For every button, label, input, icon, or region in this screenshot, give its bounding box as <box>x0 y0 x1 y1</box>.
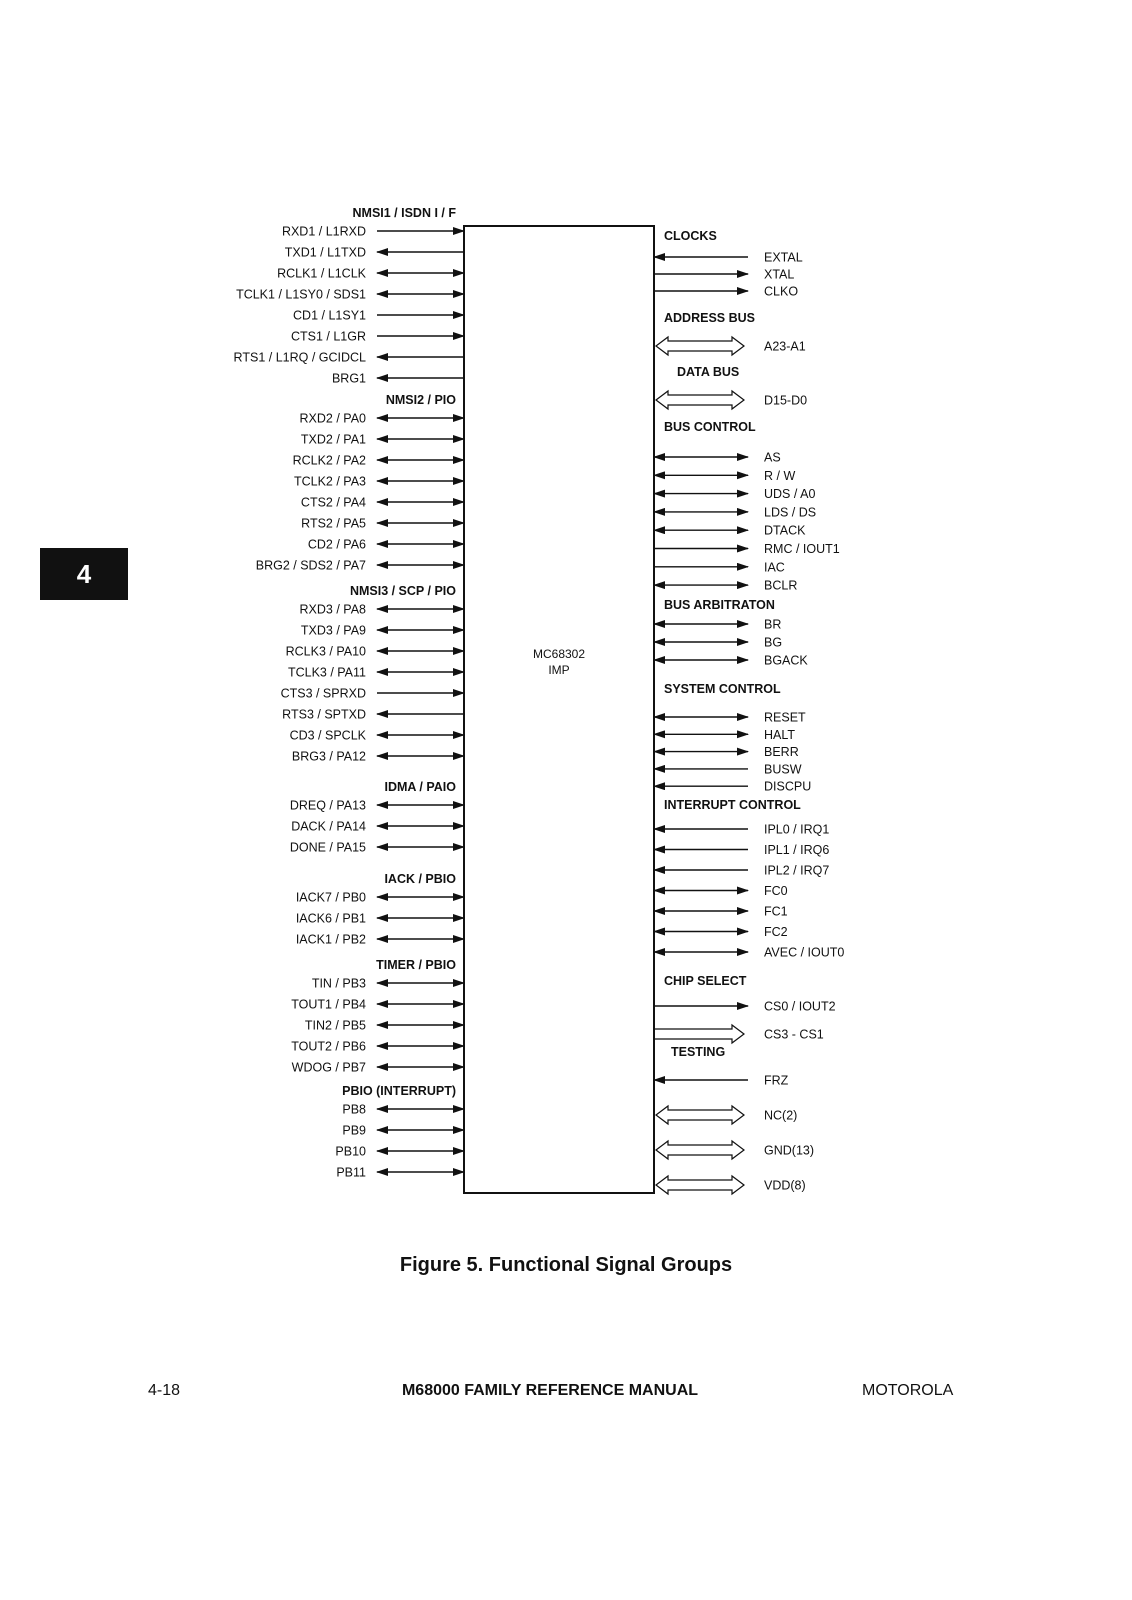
signal-label: DONE / PA15 <box>289 840 366 855</box>
signal-label: IAC <box>764 560 785 575</box>
signal-label: RESET <box>764 710 806 725</box>
signal-label: EXTAL <box>764 250 803 265</box>
signal-label: TOUT2 / PB6 <box>291 1039 366 1054</box>
signal-label: CTS2 / PA4 <box>300 495 366 510</box>
signal-label: IACK1 / PB2 <box>295 932 366 947</box>
signal-label: TXD1 / L1TXD <box>284 245 366 260</box>
signal-label: TCLK1 / L1SY0 / SDS1 <box>236 287 366 302</box>
signal-label: TOUT1 / PB4 <box>291 997 366 1012</box>
group-header: NMSI3 / SCP / PIO <box>349 584 456 598</box>
signal-group-chip-select <box>654 974 836 1043</box>
signal-label: PB10 <box>335 1144 366 1159</box>
group-header: DATA BUS <box>677 365 740 379</box>
signal-label: TIN / PB3 <box>311 976 366 991</box>
signal-group-bus-arbitraton <box>654 598 808 668</box>
bus-arrow <box>656 1176 744 1194</box>
signal-label: TXD3 / PA9 <box>300 623 366 638</box>
signal-label: VDD(8) <box>764 1178 806 1193</box>
signal-label: DTACK <box>764 523 806 538</box>
signal-label: XTAL <box>764 267 795 282</box>
signal-label: IPL0 / IRQ1 <box>764 822 830 837</box>
signal-label: CLKO <box>764 284 799 299</box>
group-header: ADDRESS BUS <box>664 311 755 325</box>
signal-group-interrupt-control <box>654 798 844 960</box>
chapter-tab: 4 <box>40 548 128 600</box>
signal-label: DISCPU <box>764 779 812 794</box>
signal-label: BRG1 <box>331 371 366 386</box>
signal-label: IACK6 / PB1 <box>295 911 366 926</box>
signal-group-system-control <box>654 682 811 794</box>
page-number: 4-18 <box>148 1382 181 1399</box>
signal-label: WDOG / PB7 <box>291 1060 366 1075</box>
left-signal-groups <box>234 206 464 1180</box>
signal-label: BUSW <box>764 762 802 777</box>
signal-label: IPL2 / IRQ7 <box>764 863 830 878</box>
signal-label: TXD2 / PA1 <box>300 432 366 447</box>
signal-label: BRG2 / SDS2 / PA7 <box>255 558 366 573</box>
signal-group-nmsi3-scp-pio <box>281 584 464 764</box>
group-header: BUS CONTROL <box>664 420 756 434</box>
signal-group-bus-control <box>654 420 840 593</box>
signal-label: D15-D0 <box>764 393 808 408</box>
signal-label: RTS3 / SPTXD <box>282 707 366 722</box>
signal-label: IACK7 / PB0 <box>295 890 366 905</box>
chip-type: IMP <box>548 663 570 677</box>
publisher: MOTOROLA <box>862 1382 954 1399</box>
signal-label: DREQ / PA13 <box>289 798 366 813</box>
signal-label: AS <box>764 450 781 465</box>
signal-label: R / W <box>764 468 796 483</box>
signal-label: BCLR <box>764 578 798 593</box>
group-header: INTERRUPT CONTROL <box>664 798 801 812</box>
signal-label: FC0 <box>764 884 788 898</box>
chip-body <box>464 226 654 1193</box>
group-header: IDMA / PAIO <box>384 780 456 794</box>
signal-label: RXD1 / L1RXD <box>281 224 366 239</box>
signal-group-iack-pbio <box>296 872 464 947</box>
group-header: BUS ARBITRATON <box>664 598 775 612</box>
group-header: TESTING <box>671 1045 726 1059</box>
signal-label: GND(13) <box>764 1143 815 1158</box>
signal-group-timer-pbio <box>291 958 464 1075</box>
signal-label: FC2 <box>764 925 788 939</box>
signal-label: BERR <box>764 745 799 760</box>
signal-label: NC(2) <box>764 1108 798 1123</box>
signal-label: RXD3 / PA8 <box>299 602 366 617</box>
signal-label: RCLK2 / PA2 <box>292 453 366 468</box>
signal-label: RTS1 / L1RQ / GCIDCL <box>233 350 366 365</box>
signal-label: LDS / DS <box>764 505 817 520</box>
signal-group-data-bus <box>656 365 807 409</box>
signal-label: IPL1 / IRQ6 <box>764 843 830 857</box>
signal-label: A23-A1 <box>764 339 806 354</box>
bus-arrow <box>656 1106 744 1124</box>
signal-label: CTS3 / SPRXD <box>280 686 366 701</box>
signal-label: CS0 / IOUT2 <box>764 999 836 1014</box>
signal-label: TIN2 / PB5 <box>304 1018 366 1033</box>
group-header: CLOCKS <box>664 229 717 243</box>
signal-label: RCLK1 / L1CLK <box>277 266 366 281</box>
manual-title: M68000 FAMILY REFERENCE MANUAL <box>401 1382 699 1399</box>
signal-label: PB8 <box>342 1102 366 1117</box>
signal-label: PB11 <box>336 1165 366 1180</box>
signal-label: CD1 / L1SY1 <box>293 308 366 323</box>
signal-group-address-bus <box>656 311 806 355</box>
signal-label: PB9 <box>342 1123 366 1138</box>
signal-label: AVEC / IOUT0 <box>764 945 845 960</box>
signal-label: RTS2 / PA5 <box>301 516 366 531</box>
signal-label: CD2 / PA6 <box>307 537 366 552</box>
bus-arrow <box>654 1025 744 1043</box>
group-header: NMSI1 / ISDN I / F <box>352 206 456 220</box>
signal-label: DACK / PA14 <box>291 819 366 834</box>
group-header: IACK / PBIO <box>384 872 456 886</box>
signal-label: CTS1 / L1GR <box>290 329 366 344</box>
signal-label: FRZ <box>764 1073 789 1088</box>
signal-label: CD3 / SPCLK <box>289 728 366 743</box>
signal-label: BG <box>764 635 783 650</box>
signal-label: BGACK <box>764 653 808 668</box>
signal-group-clocks <box>654 229 803 299</box>
signal-group-idma-paio <box>290 780 464 855</box>
signal-group-power <box>656 1106 814 1194</box>
signal-group-pbio-interrupt <box>335 1084 464 1180</box>
signal-label: FC1 <box>764 904 788 919</box>
bus-arrow <box>656 1141 744 1159</box>
right-signal-groups <box>654 229 844 1194</box>
signal-group-nmsi1-isdn-i-f <box>234 206 464 386</box>
signal-label: RCLK3 / PA10 <box>285 644 366 659</box>
signal-label: TCLK2 / PA3 <box>293 474 366 489</box>
bus-arrow <box>656 391 744 409</box>
signal-group-nmsi2-pio <box>256 393 464 573</box>
figure-caption: Figure 5. Functional Signal Groups <box>399 1254 733 1276</box>
signal-label: RXD2 / PA0 <box>299 411 366 426</box>
signal-label: TCLK3 / PA11 <box>287 665 366 680</box>
signal-label: CS3 - CS1 <box>764 1027 824 1042</box>
signal-label: HALT <box>764 727 796 742</box>
bus-arrow <box>656 337 744 355</box>
signal-label: BRG3 / PA12 <box>291 749 366 764</box>
group-header: CHIP SELECT <box>664 974 747 988</box>
signal-label: RMC / IOUT1 <box>764 542 840 556</box>
signal-label: UDS / A0 <box>764 487 816 502</box>
group-header: TIMER / PBIO <box>376 958 456 972</box>
group-header: NMSI2 / PIO <box>385 393 456 407</box>
signal-label: BR <box>764 617 782 632</box>
group-header: PBIO (INTERRUPT) <box>342 1084 456 1098</box>
chip-name: MC68302 <box>532 647 586 661</box>
signal-group-testing <box>654 1045 789 1088</box>
group-header: SYSTEM CONTROL <box>664 682 781 696</box>
